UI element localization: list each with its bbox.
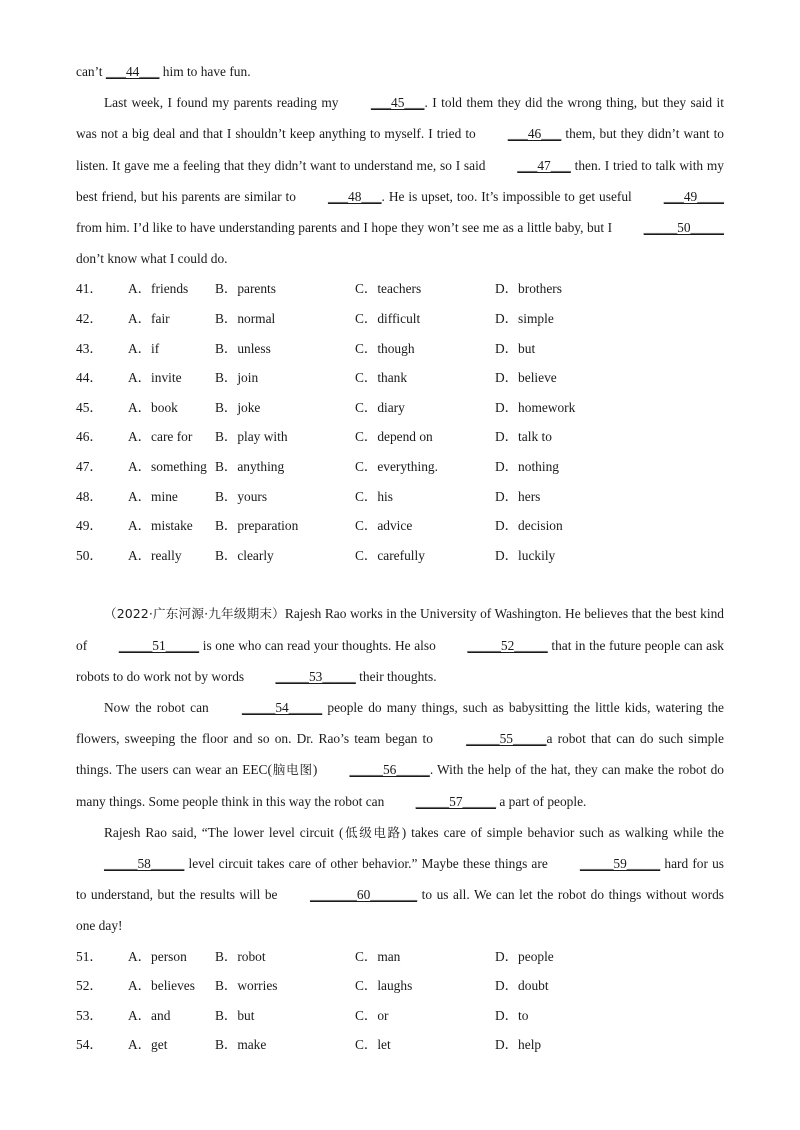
chinese-gloss: 脑电图: [271, 762, 313, 778]
text-segment: don’t know what I could do.: [76, 251, 228, 267]
question-row: [76, 452, 724, 482]
option-c: C．let: [355, 1037, 391, 1053]
option-b: B．play with: [215, 429, 288, 445]
option-b: B．worries: [215, 978, 278, 994]
option-c: C．difficult: [355, 311, 421, 326]
question-number: 41．: [76, 281, 103, 297]
question-row: [76, 1001, 724, 1031]
option-a: A．if: [128, 340, 160, 356]
option-c: C．man: [355, 948, 401, 964]
option-a: A．get: [128, 1037, 168, 1053]
blank-45: ___45___: [370, 95, 425, 111]
text-segment: them, but they didn’t want to listen. It gave me a feeling that they didn’t want to understand me, so I said: [76, 126, 724, 173]
text-segment: . With the help of the hat, they can make the robot do many things. Some people think in this way the robot can: [76, 762, 724, 809]
question-row: [76, 422, 724, 452]
question-row: [76, 393, 724, 423]
question-number: 48．: [76, 488, 103, 504]
source-label: （2022·广东河源·九年级期末）: [104, 606, 285, 622]
question-number: 54．: [76, 1037, 103, 1053]
option-a: A．friends: [128, 281, 189, 297]
option-a: A．something: [128, 458, 207, 474]
text-segment: their thoughts.: [355, 668, 437, 684]
option-a: A．really: [128, 547, 182, 563]
text-segment: can’t: [76, 64, 106, 79]
question-row: [76, 541, 724, 571]
text-segment: ) takes care of simple behavior such as walking while the: [401, 824, 724, 840]
text-segment: ): [312, 762, 322, 778]
option-c: C．depend on: [355, 429, 433, 445]
text-segment: . I told them they did the wrong thing, but they said it was not a big deal and that I shouldn’t keep anything to myself. I tried to: [76, 95, 724, 142]
passage1-paragraph-2: [76, 87, 724, 274]
worksheet-page: [76, 56, 724, 1060]
option-d: D．talk to: [495, 429, 552, 445]
passage2-paragraph-3: [76, 817, 724, 942]
question-list-51-54: [76, 942, 724, 1060]
question-row: [76, 942, 724, 972]
question-row: [76, 304, 724, 334]
text-segment: Rajesh Rao said, “The lower level circuit (: [104, 824, 344, 840]
question-number: 50．: [76, 547, 103, 563]
blank-48: ___48___: [327, 188, 382, 204]
option-c: C．though: [355, 340, 415, 356]
text-segment: Last week, I found my parents reading my: [104, 95, 343, 111]
text-segment: from him. I’d like to have understanding parents and I hope they won’t see me as a little baby, but I: [76, 220, 616, 235]
option-d: D．help: [495, 1037, 542, 1053]
text-segment: Rajesh Rao works in the University of Washington. He believes that the best kind of: [76, 606, 724, 653]
option-a: A．book: [128, 399, 178, 415]
text-segment: . He is upset, too. It’s impossible to get useful: [381, 188, 636, 204]
option-a: A．person: [128, 948, 187, 964]
question-list-41-50: [76, 274, 724, 570]
option-a: A．invite: [128, 370, 182, 386]
blank-51: _____51_____: [118, 637, 200, 653]
option-d: D．doubt: [495, 978, 549, 994]
option-a: A．mine: [128, 488, 178, 504]
blank-49: ___49____: [663, 188, 724, 204]
option-b: B．anything: [215, 458, 285, 474]
blank-47: ___47___: [517, 157, 571, 173]
option-c: C．his: [355, 488, 393, 504]
option-c: C．laughs: [355, 978, 413, 994]
option-a: A．and: [128, 1007, 171, 1023]
text-segment: Now the robot can: [104, 699, 214, 715]
blank-56: _____56_____: [349, 762, 430, 778]
question-number: 52．: [76, 978, 103, 994]
option-a: A．fair: [128, 311, 170, 326]
question-row: [76, 274, 724, 304]
option-d: D．homework: [495, 399, 576, 415]
question-row: [76, 482, 724, 512]
option-b: B．robot: [215, 948, 266, 964]
question-number: 47．: [76, 458, 103, 474]
option-b: B．but: [215, 1007, 255, 1023]
text-segment: a robot that can do such simple things. The users can wear an EEC(: [76, 731, 724, 778]
question-number: 46．: [76, 429, 103, 445]
option-d: D．luckily: [495, 547, 556, 563]
blank-60: _______60_______: [310, 887, 418, 903]
text-segment: level circuit takes care of other behavior.” Maybe these things are: [184, 855, 552, 871]
option-d: D．simple: [495, 311, 554, 326]
option-c: C．carefully: [355, 547, 425, 563]
blank-59: _____59_____: [579, 855, 661, 871]
question-number: 43．: [76, 340, 103, 356]
text-segment: then. I tried to talk with my best friend, but his parents are similar to: [76, 157, 724, 204]
option-a: A．believes: [128, 978, 195, 994]
option-a: A．mistake: [128, 518, 193, 534]
option-b: B．clearly: [215, 547, 274, 563]
question-row: [76, 334, 724, 364]
text-segment: a part of people.: [496, 793, 587, 809]
blank-52: _____52_____: [467, 637, 548, 653]
text-segment: is one who can read your thoughts. He also: [199, 637, 440, 653]
question-row: [76, 363, 724, 393]
question-row: [76, 971, 724, 1001]
passage2-paragraph-2: [76, 692, 724, 817]
text-segment: that in the future people can ask robots to do work not by words: [76, 637, 724, 684]
blank-53: _____53_____: [275, 668, 356, 684]
section-spacer: [76, 570, 724, 598]
blank-58: _____58_____: [104, 855, 185, 871]
option-c: C．thank: [355, 370, 408, 386]
text-segment: to us all. We can let the robot do things without words one day!: [76, 887, 724, 934]
text-segment: hard for us to understand, but the results will be: [76, 855, 724, 903]
option-c: C．advice: [355, 518, 413, 534]
blank-50: _____50_____: [643, 220, 724, 235]
question-number: 51．: [76, 948, 103, 964]
blank-44: ___44___: [105, 64, 160, 79]
option-b: B．make: [215, 1037, 267, 1053]
option-b: B．parents: [215, 281, 276, 297]
option-d: D．believe: [495, 370, 557, 386]
question-number: 45．: [76, 399, 103, 415]
option-d: D．people: [495, 948, 554, 964]
chinese-gloss: 低级电路: [343, 824, 402, 840]
question-row: [76, 511, 724, 541]
question-number: 53．: [76, 1007, 103, 1023]
option-d: D．to: [495, 1007, 529, 1023]
question-number: 42．: [76, 311, 103, 326]
text-segment: people do many things, such as babysitting the little kids, watering the flowers, sweeping the floor and so on. Dr. Rao’s team began to: [76, 699, 724, 747]
option-b: B．join: [215, 370, 259, 386]
option-d: D．hers: [495, 488, 541, 504]
question-number: 44．: [76, 370, 103, 386]
blank-57: _____57_____: [415, 793, 497, 809]
passage2-paragraph-1: [76, 598, 724, 692]
option-a: A．care for: [128, 429, 193, 445]
option-d: D．decision: [495, 518, 563, 534]
option-c: C．or: [355, 1007, 389, 1023]
option-c: C．teachers: [355, 281, 422, 297]
option-b: B．joke: [215, 399, 261, 415]
option-b: B．yours: [215, 488, 268, 504]
blank-55: _____55_____: [466, 731, 547, 747]
blank-54: _____54_____: [241, 699, 323, 715]
option-b: B．preparation: [215, 518, 299, 534]
option-d: D．but: [495, 340, 536, 356]
blank-46: ___46___: [507, 126, 562, 142]
text-segment: him to have fun.: [159, 64, 251, 79]
option-d: D．nothing: [495, 458, 559, 474]
option-d: D．brothers: [495, 281, 562, 297]
option-b: B．normal: [215, 311, 276, 326]
question-number: 49．: [76, 518, 103, 534]
option-b: B．unless: [215, 340, 271, 356]
option-c: C．diary: [355, 399, 405, 415]
question-row: [76, 1030, 724, 1060]
option-c: C．everything.: [355, 458, 438, 474]
passage1-line-0: [76, 56, 724, 87]
